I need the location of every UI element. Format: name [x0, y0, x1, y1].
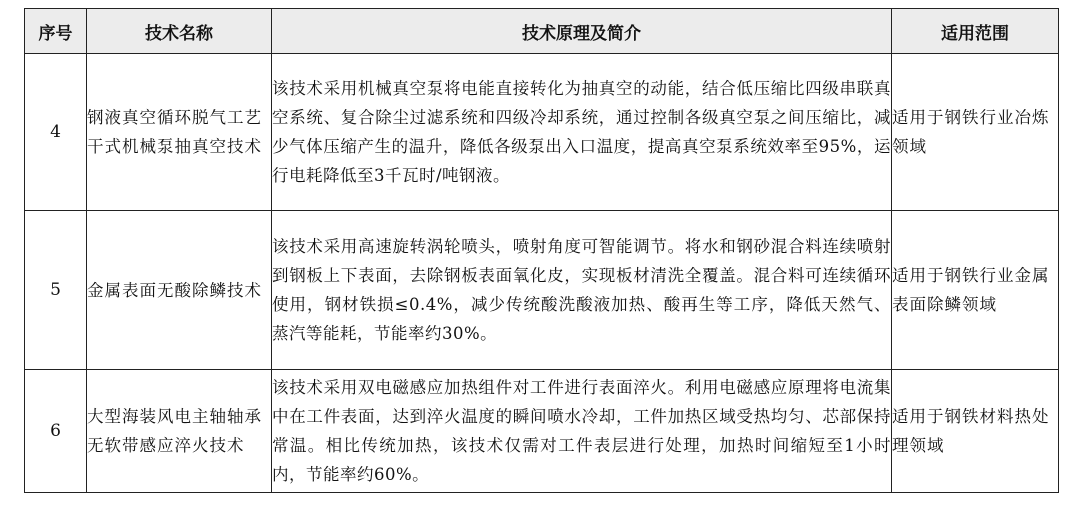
scope-cell: 适用于钢铁材料热处理领域	[892, 370, 1059, 493]
table-body	[25, 54, 1059, 493]
row-number: 4	[25, 54, 87, 211]
tech-name-cell: 钢液真空循环脱气工艺干式机械泵抽真空技术	[87, 54, 272, 211]
header-row	[25, 9, 1059, 54]
scope-cell: 适用于钢铁行业冶炼领域	[892, 54, 1059, 211]
header-tech-name: 技术名称	[87, 9, 272, 54]
technology-table	[24, 8, 1059, 493]
principle-cell: 该技术采用高速旋转涡轮喷头，喷射角度可智能调节。将水和钢砂混合料连续喷射到钢板上下表面，去除钢板表面氧化皮，实现板材清洗全覆盖。混合料可连续循环使用，钢材铁损≤0.4%，减少传统酸洗酸液加热、酸再生等工序，降低天然气、蒸汽等能耗，节能率约30%。	[272, 211, 892, 370]
header-number: 序号	[25, 9, 87, 54]
tech-name-cell: 金属表面无酸除鳞技术	[87, 211, 272, 370]
table-header	[25, 9, 1059, 54]
table-row	[25, 211, 1059, 370]
principle-cell: 该技术采用双电磁感应加热组件对工件进行表面淬火。利用电磁感应原理将电流集中在工件表面，达到淬火温度的瞬间喷水冷却，工件加热区域受热均匀、芯部保持常温。相比传统加热，该技术仅需对工件表层进行处理，加热时间缩短至1小时内，节能率约60%。	[272, 370, 892, 493]
header-scope: 适用范围	[892, 9, 1059, 54]
table-row	[25, 370, 1059, 493]
scope-cell: 适用于钢铁行业金属表面除鳞领域	[892, 211, 1059, 370]
row-number: 6	[25, 370, 87, 493]
row-number: 5	[25, 211, 87, 370]
principle-cell: 该技术采用机械真空泵将电能直接转化为抽真空的动能，结合低压缩比四级串联真空系统、复合除尘过滤系统和四级冷却系统，通过控制各级真空泵之间压缩比，减少气体压缩产生的温升，降低各级泵出入口温度，提高真空泵系统效率至95%，运行电耗降低至3千瓦时/吨钢液。	[272, 54, 892, 211]
tech-name-cell: 大型海装风电主轴轴承无软带感应淬火技术	[87, 370, 272, 493]
header-principle: 技术原理及简介	[272, 9, 892, 54]
table-row	[25, 54, 1059, 211]
